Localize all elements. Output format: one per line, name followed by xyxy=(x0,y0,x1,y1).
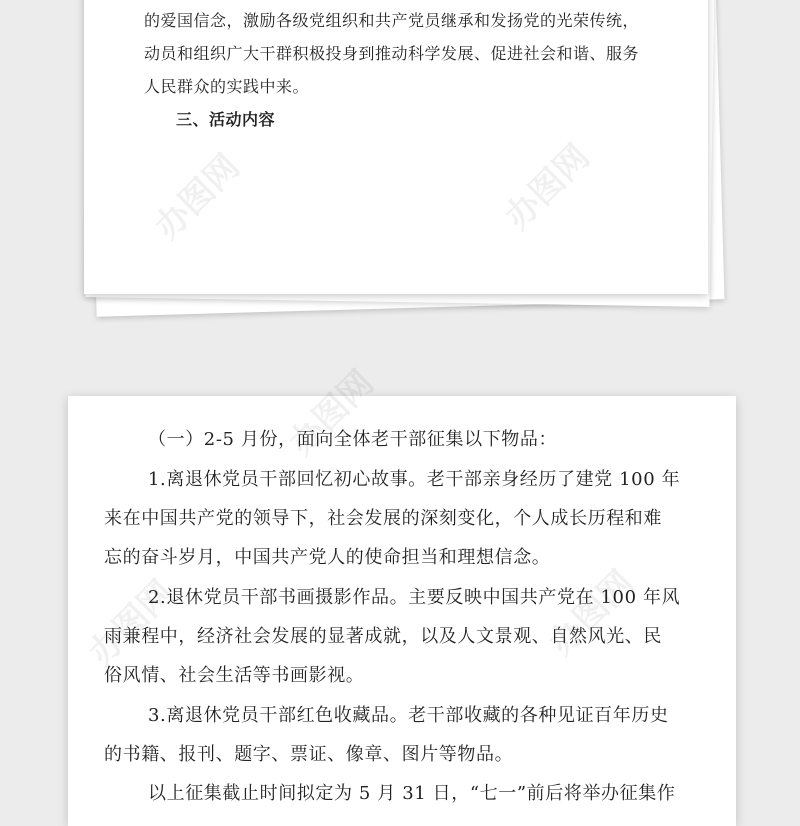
text-line: 以上征集截止时间拟定为 5 月 31 日，“七一”前后将举办征集作 xyxy=(148,783,676,804)
watermark: 办图网 xyxy=(147,146,248,248)
text-line: 1.离退休党员干部回忆初心故事。老干部亲身经历了建党 100 年 xyxy=(148,469,681,490)
text-line: 来在中国共产党的领导下，社会发展的深刻变化，个人成长历程和难 xyxy=(104,508,662,529)
watermark: 办图网 xyxy=(541,562,642,664)
text-line: （一）2-5 月份，面向全体老干部征集以下物品： xyxy=(148,429,558,450)
text-line: 俗风情、社会生活等书画影视。 xyxy=(104,665,365,686)
text-line: 3.离退休党员干部红色收藏品。老干部收藏的各种见证百年历史 xyxy=(148,705,669,726)
section-heading: 三、活动内容 xyxy=(176,110,276,129)
text-line: 2.退休党员干部书画摄影作品。主要反映中国共产党在 100 年风 xyxy=(148,587,681,608)
text-line xyxy=(144,0,664,4)
text-line: 忘的奋斗岁月，中国共产党人的使命担当和理想信念。 xyxy=(104,547,551,568)
text-line: 的爱国信念，激励各级党组织和共产党员继承和发扬党的光荣传统， xyxy=(144,11,640,30)
watermark: 办图网 xyxy=(497,136,598,238)
text-line: 动员和组织广大干群积极投身到推动科学发展、促进社会和谐、服务 xyxy=(144,44,640,63)
watermark: 办图网 xyxy=(81,572,182,674)
watermark: 办图网 xyxy=(281,362,382,464)
text-line: 雨兼程中，经济社会发展的显著成就，以及人文景观、自然风光、民 xyxy=(104,626,662,647)
text-line: 的书籍、报刊、题字、票证、像章、图片等物品。 xyxy=(104,744,514,765)
bottom-document-page xyxy=(68,362,736,826)
text-line: 人民群众的实践中来。 xyxy=(144,77,310,96)
top-document-page xyxy=(84,0,708,294)
